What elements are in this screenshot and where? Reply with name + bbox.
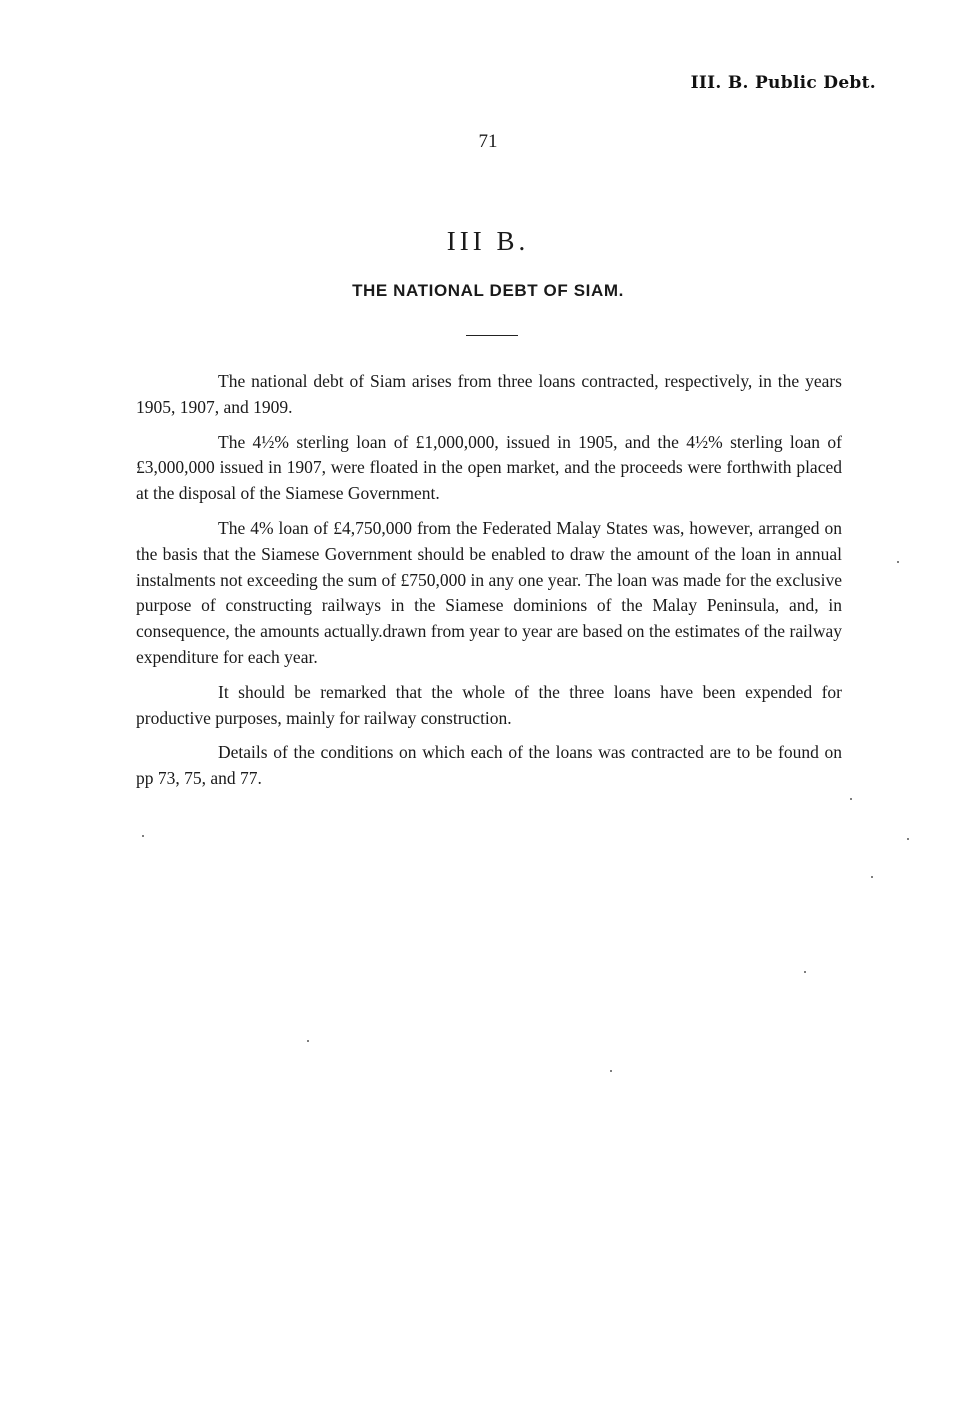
- body-text: [136, 369, 842, 801]
- scan-speck: [907, 838, 909, 840]
- scan-speck: [610, 1070, 612, 1072]
- scan-speck: [307, 1040, 309, 1042]
- page-number: 71: [478, 131, 498, 152]
- paragraph-5: Details of the conditions on which each of the loans was contracted are to be found on pp 73, 75, and 77.: [136, 742, 842, 789]
- scan-speck: [850, 798, 852, 800]
- paragraph-3: The 4% loan of £4,750,000 from the Federated Malay States was, however, arranged on the basis that the Siamese Government should be enabled to draw the amount of the loan in annual instalments not exceeding the sum of £750,000 in any one year. The loan was made for the exclusive purpose of constructing railways in the Siamese dominions of the Malay Peninsula, and, in consequence, the amounts actually.drawn from year to year are based on the estimates of the railway expenditure for each year.: [136, 517, 842, 667]
- scan-speck: [804, 971, 806, 973]
- title-rule: [466, 335, 518, 336]
- scan-speck: [897, 561, 899, 563]
- paragraph-4: It should be remarked that the whole of the three loans have been expended for productive purposes, mainly for railway construction.: [136, 681, 842, 728]
- running-head: III. B. Public Debt.: [690, 73, 876, 93]
- section-number: III B.: [446, 226, 530, 256]
- paragraph-2: The 4½% sterling loan of £1,000,000, issued in 1905, and the 4½% sterling loan of £3,000,000 issued in 1907, were floated in the open market, and the proceeds were forthwith placed at the disposal of the Siamese Government.: [136, 431, 842, 504]
- scan-speck: [871, 876, 873, 878]
- section-title: THE NATIONAL DEBT OF SIAM.: [352, 281, 624, 300]
- paragraph-1: The national debt of Siam arises from three loans contracted, respectively, in the years 1905, 1907, and 1909.: [136, 371, 842, 417]
- scan-speck: [142, 835, 144, 837]
